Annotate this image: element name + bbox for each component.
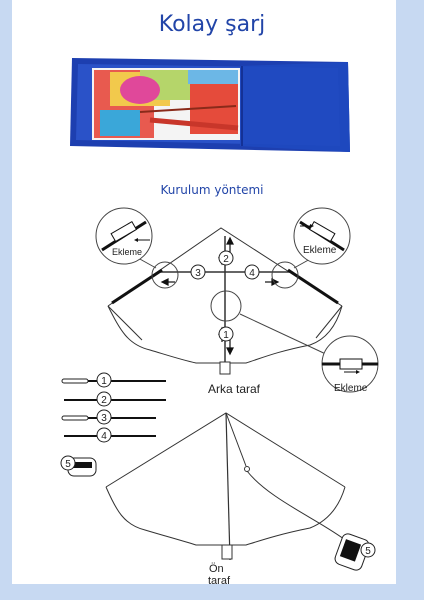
callout-bottom-label: Ekleme	[334, 383, 368, 394]
step-marker-4: 4	[249, 268, 255, 279]
step-marker-1: 1	[223, 330, 229, 341]
step-marker-3: 3	[195, 268, 201, 279]
kite-front-outline	[106, 413, 345, 487]
section-title: Kurulum yöntemi	[160, 183, 264, 197]
kite-bag-image	[70, 58, 350, 152]
left-rod	[112, 270, 162, 303]
front-side-label-line2: taraf	[208, 575, 231, 587]
kite-line	[247, 471, 348, 542]
rod-legend-4: 4	[101, 431, 107, 442]
kite-front-trailing-edge	[106, 487, 345, 545]
step-marker-2: 2	[223, 254, 229, 265]
right-rod	[288, 270, 338, 303]
winder-step-5: 5	[365, 546, 371, 557]
page-title: Kolay şarj	[158, 12, 266, 37]
winder-legend-5: 5	[65, 459, 71, 470]
callout-right-label: Ekleme	[303, 245, 337, 256]
callout-left-label: Ekleme	[112, 247, 143, 257]
winder-handle	[333, 532, 375, 572]
kite-front-spine	[226, 413, 230, 560]
rod-legend-3: 3	[101, 413, 107, 424]
winder-legend	[61, 456, 96, 476]
front-side-label-line1: Ön	[209, 563, 224, 575]
back-side-label: Arka taraf	[208, 382, 261, 396]
rod-legend-2: 2	[101, 395, 107, 406]
rod-legend	[62, 373, 166, 442]
rod-legend-1: 1	[101, 376, 107, 387]
